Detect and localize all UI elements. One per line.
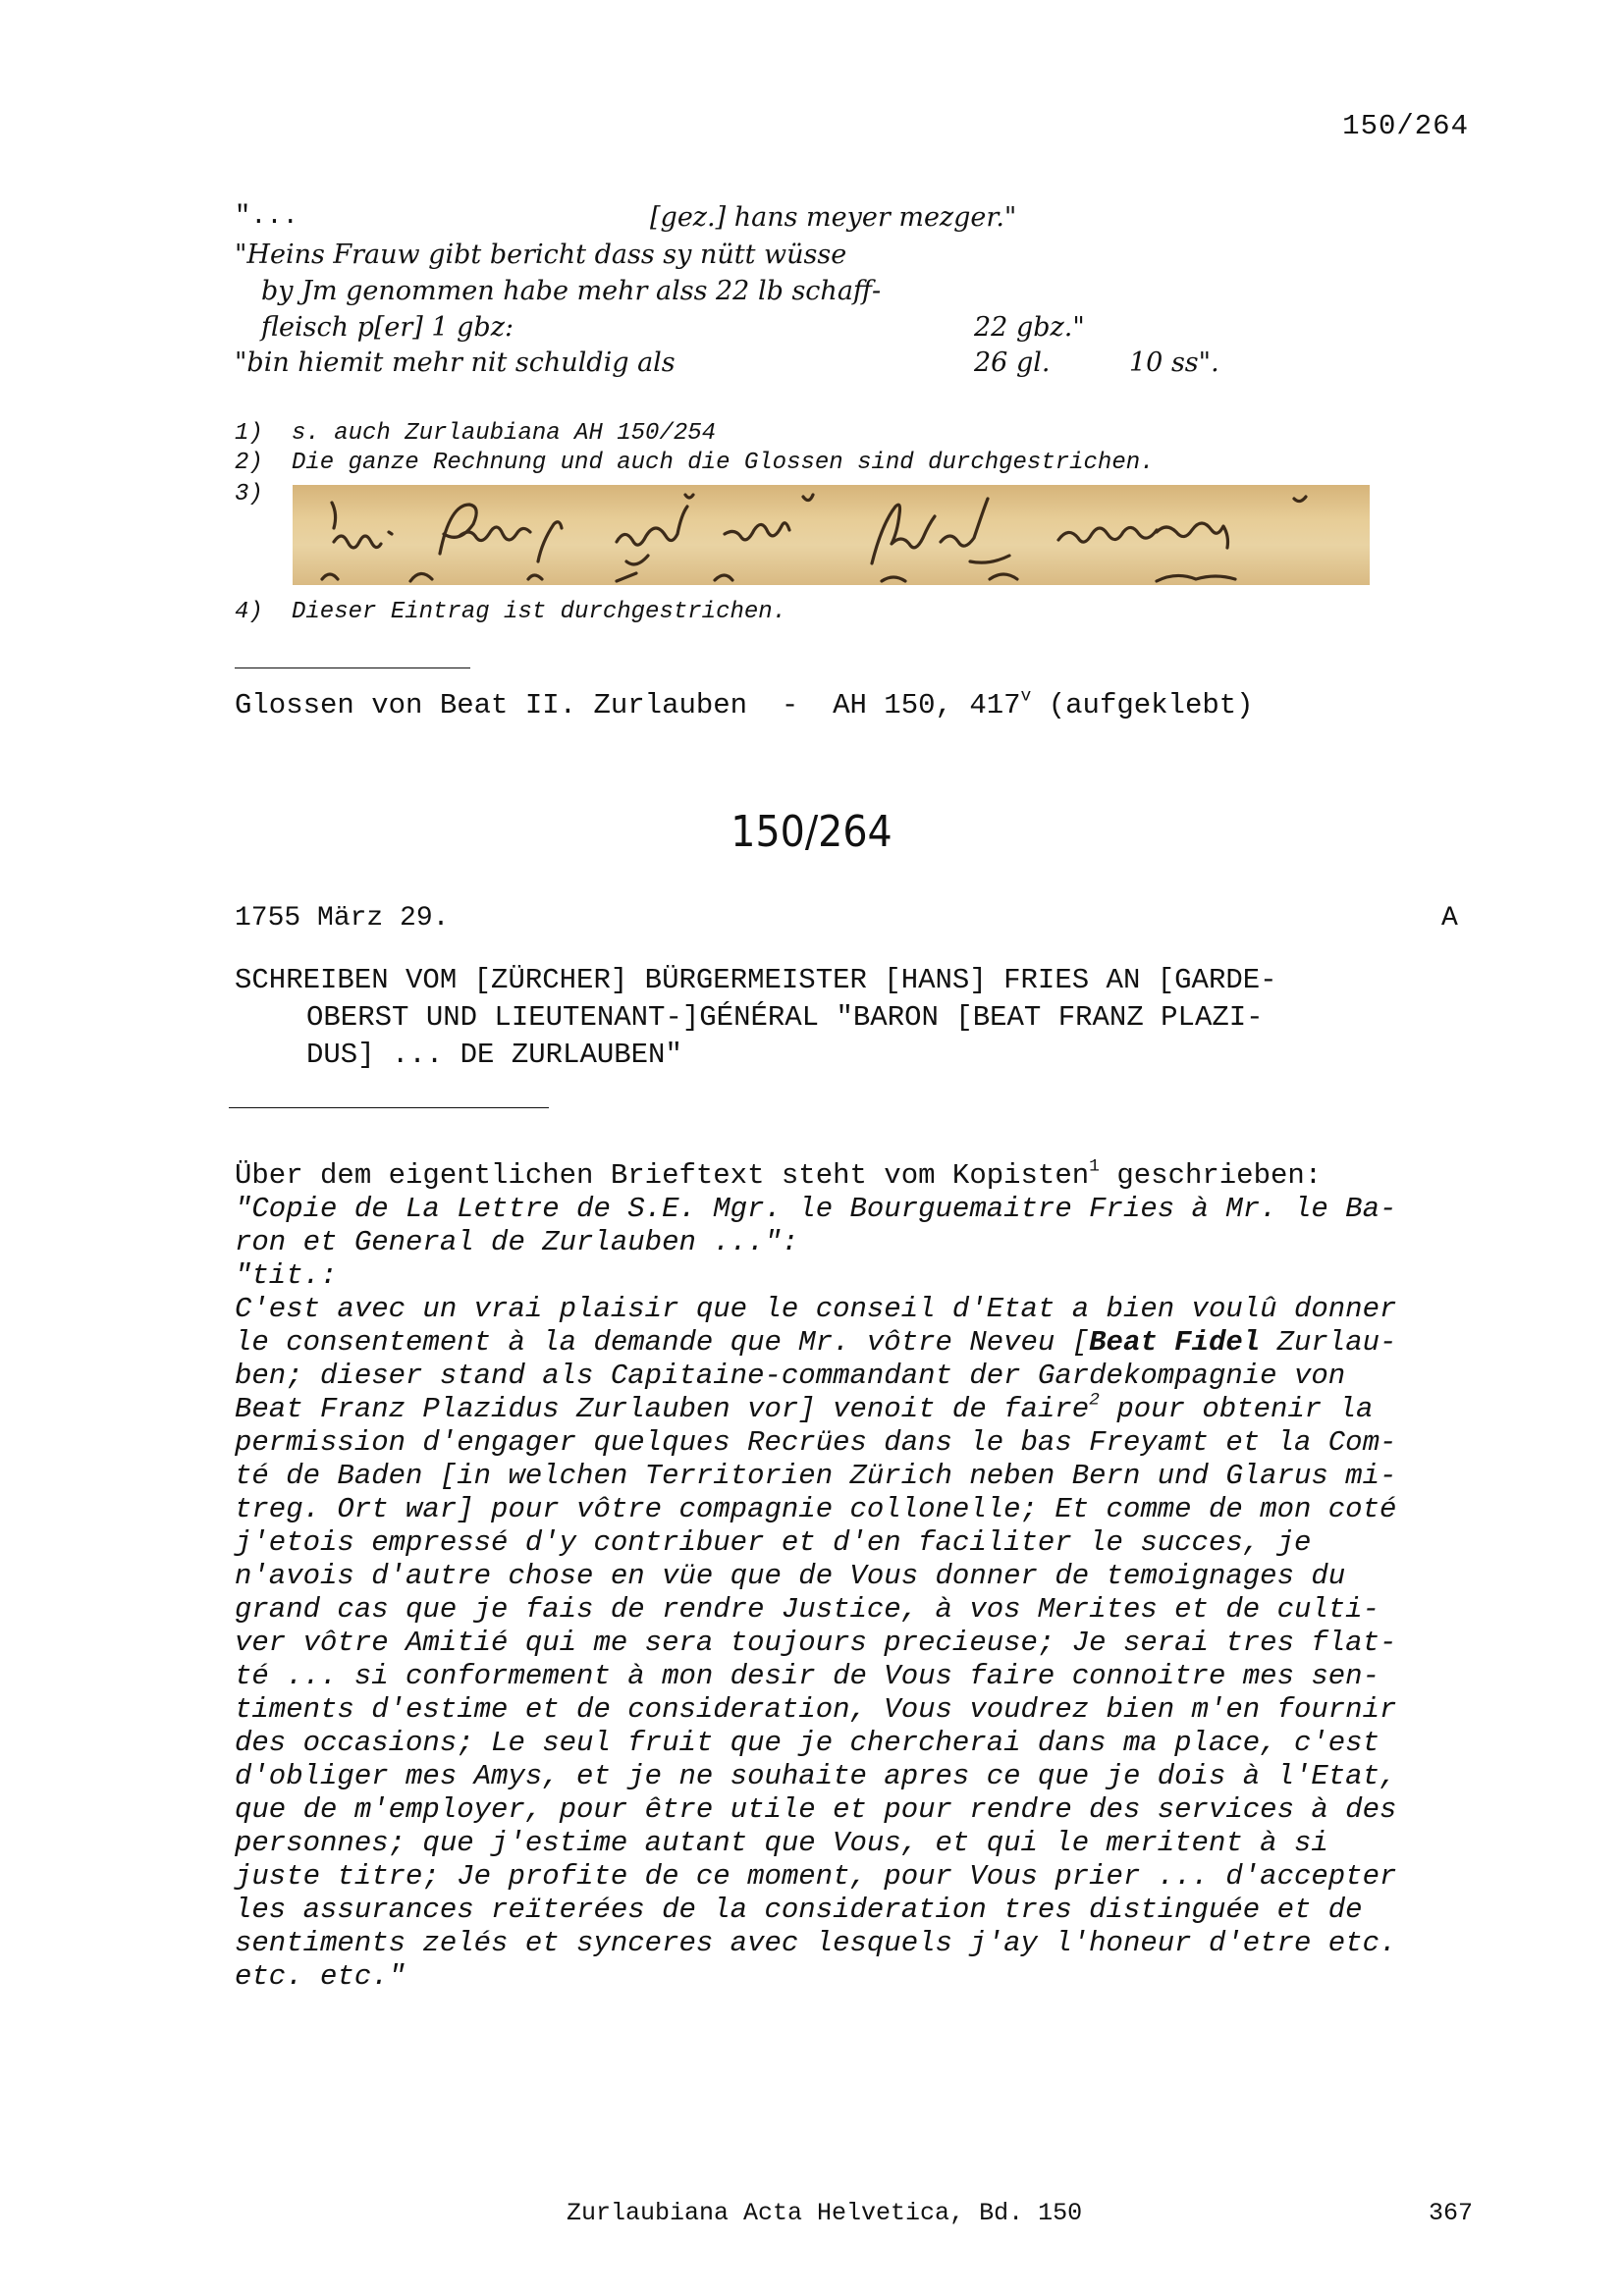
copie-line-1: "Copie de La Lettre de S.E. Mgr. le Bourguemaitre Fries à Mr. le Ba- [235,1193,1397,1225]
heading-divider [229,1107,549,1108]
letter-line-4-start: Beat Franz Plazidus Zurlauben vor] venoit de faire [235,1393,1090,1425]
letter-line-4 [235,1390,1374,1426]
letter-line: etc. etc." [235,1960,406,1993]
letter-line: ver vôtre Amitié qui me sera toujours precieuse; Je serai tres flat- [235,1627,1397,1659]
glossen-line [235,686,1254,721]
copie-line-2: ron et General de Zurlauben ...": [235,1226,799,1258]
letter-line: té de Baden [in welchen Territorien Zürich neben Bern und Glarus mi- [235,1460,1397,1492]
letter-line-2 [235,1326,1396,1360]
letter-line: d'obliger mes Amys, et je ne souhaite apres ce que je dois à l'Etat, [235,1760,1397,1792]
letter-line-3: ben; dieser stand als Capitaine-commandant der Gardekompagnie von [235,1360,1346,1392]
heading-line-2: OBERST UND LIEUTENANT-]GÉNÉRAL "BARON [BEAT FRANZ PLAZI- [306,1001,1264,1034]
footer-page-number: 367 [1429,2199,1474,2227]
intro-text-end: geschrieben: [1099,1159,1323,1192]
intro-line [235,1156,1323,1193]
running-head: 150/264 [1342,110,1469,142]
document-date: 1755 März 29. [235,903,450,934]
document-number: 150/264 [730,807,893,857]
footnote-2-text: Die ganze Rechnung und auch die Glossen sind durchgestrichen. [292,450,1155,476]
footnote-3-number: 3) [235,481,263,507]
continuation-line-1-left: "... [235,202,298,232]
intro-footnote-ref: 1 [1089,1156,1100,1177]
continuation-line-3: by Jm genommen habe mehr alss 22 lb schaff- [261,276,882,306]
letter-line-1: C'est avec un vrai plaisir que le conseil d'Etat a bien voulû donner [235,1293,1397,1325]
letter-line-2-end: Zurlau- [1260,1326,1397,1359]
continuation-line-4-left: fleisch p[er] 1 gbz: [261,312,514,343]
footnote-2-number: 2) [235,450,263,476]
letter-line: permission d'engager quelques Recrües dans le bas Freyamt et la Com- [235,1426,1397,1459]
letter-footnote-ref: 2 [1089,1390,1100,1411]
letter-name-bold: Beat Fidel [1089,1326,1261,1359]
letter-line: que de m'employer, pour être utile et pour rendre des services à des [235,1793,1397,1826]
footer-title: Zurlaubiana Acta Helvetica, Bd. 150 [567,2199,1083,2227]
continuation-line-4-right: 22 gbz." [974,312,1085,343]
letter-line: timents d'estime et de consideration, Vous voudrez bien m'en fournir [235,1693,1397,1726]
glossen-superscript: v [1020,686,1032,707]
intro-text: Über dem eigentlichen Brieftext steht vom Kopisten [235,1159,1090,1192]
letter-line: té ... si conformement à mon desir de Vous faire connoitre mes sen- [235,1660,1380,1692]
continuation-line-5-mid: 26 gl. [974,347,1051,378]
glossen-prefix: Glossen von Beat II. Zurlauben - AH 150, 417 [235,689,1021,721]
section-divider [235,667,470,668]
handwriting-strokes [293,485,1370,585]
letter-line: les assurances reïterées de la consideration tres distinguée et de [235,1894,1363,1926]
footnote-1-number: 1) [235,420,263,447]
manuscript-scan-image [293,485,1370,585]
footnote-1-text: s. auch Zurlaubiana AH 150/254 [292,420,717,447]
continuation-line-5-left: "bin hiemit mehr nit schuldig als [235,347,676,378]
footnote-4-number: 4) [235,599,263,625]
continuation-line-5-right: 10 ss". [1129,347,1219,378]
continuation-line-1-right: [gez.] hans meyer mezger." [650,202,1017,233]
letter-line: des occasions; Le seul fruit que je chercherai dans ma place, c'est [235,1727,1380,1759]
letter-line: treg. Ort war] pour vôtre compagnie collonelle; Et comme de mon coté [235,1493,1397,1525]
letter-line: j'etois empressé d'y contribuer et d'en faciliter le succes, je [235,1526,1312,1559]
heading-line-3: DUS] ... DE ZURLAUBEN" [306,1039,682,1071]
continuation-line-2: "Heins Frauw gibt bericht dass sy nütt wüsse [235,240,847,270]
letter-line: n'avois d'autre chose en vüe que de Vous donner de temoignages du [235,1560,1346,1592]
letter-line: sentiments zelés et synceres avec lesquels j'ay l'honeur d'etre etc. [235,1927,1397,1959]
footnote-4-text: Dieser Eintrag ist durchgestrichen. [292,599,787,625]
letter-line-2-start: le consentement à la demande que Mr. vôtre Neveu [ [235,1326,1090,1359]
glossen-suffix: (aufgeklebt) [1031,689,1254,721]
letter-line-4-end: pour obtenir la [1099,1393,1374,1425]
heading-line-1: SCHREIBEN VOM [ZÜRCHER] BÜRGERMEISTER [HANS] FRIES AN [GARDE- [235,964,1277,996]
document-letter-code: A [1441,903,1458,934]
letter-line: grand cas que je fais de rendre Justice, à vos Merites et de culti- [235,1593,1380,1626]
letter-line: juste titre; Je profite de ce moment, pour Vous prier ... d'accepter [235,1860,1397,1893]
letter-line: personnes; que j'estime autant que Vous, et qui le meritent à si [235,1827,1328,1859]
copie-line-3: "tit.: [235,1259,338,1292]
